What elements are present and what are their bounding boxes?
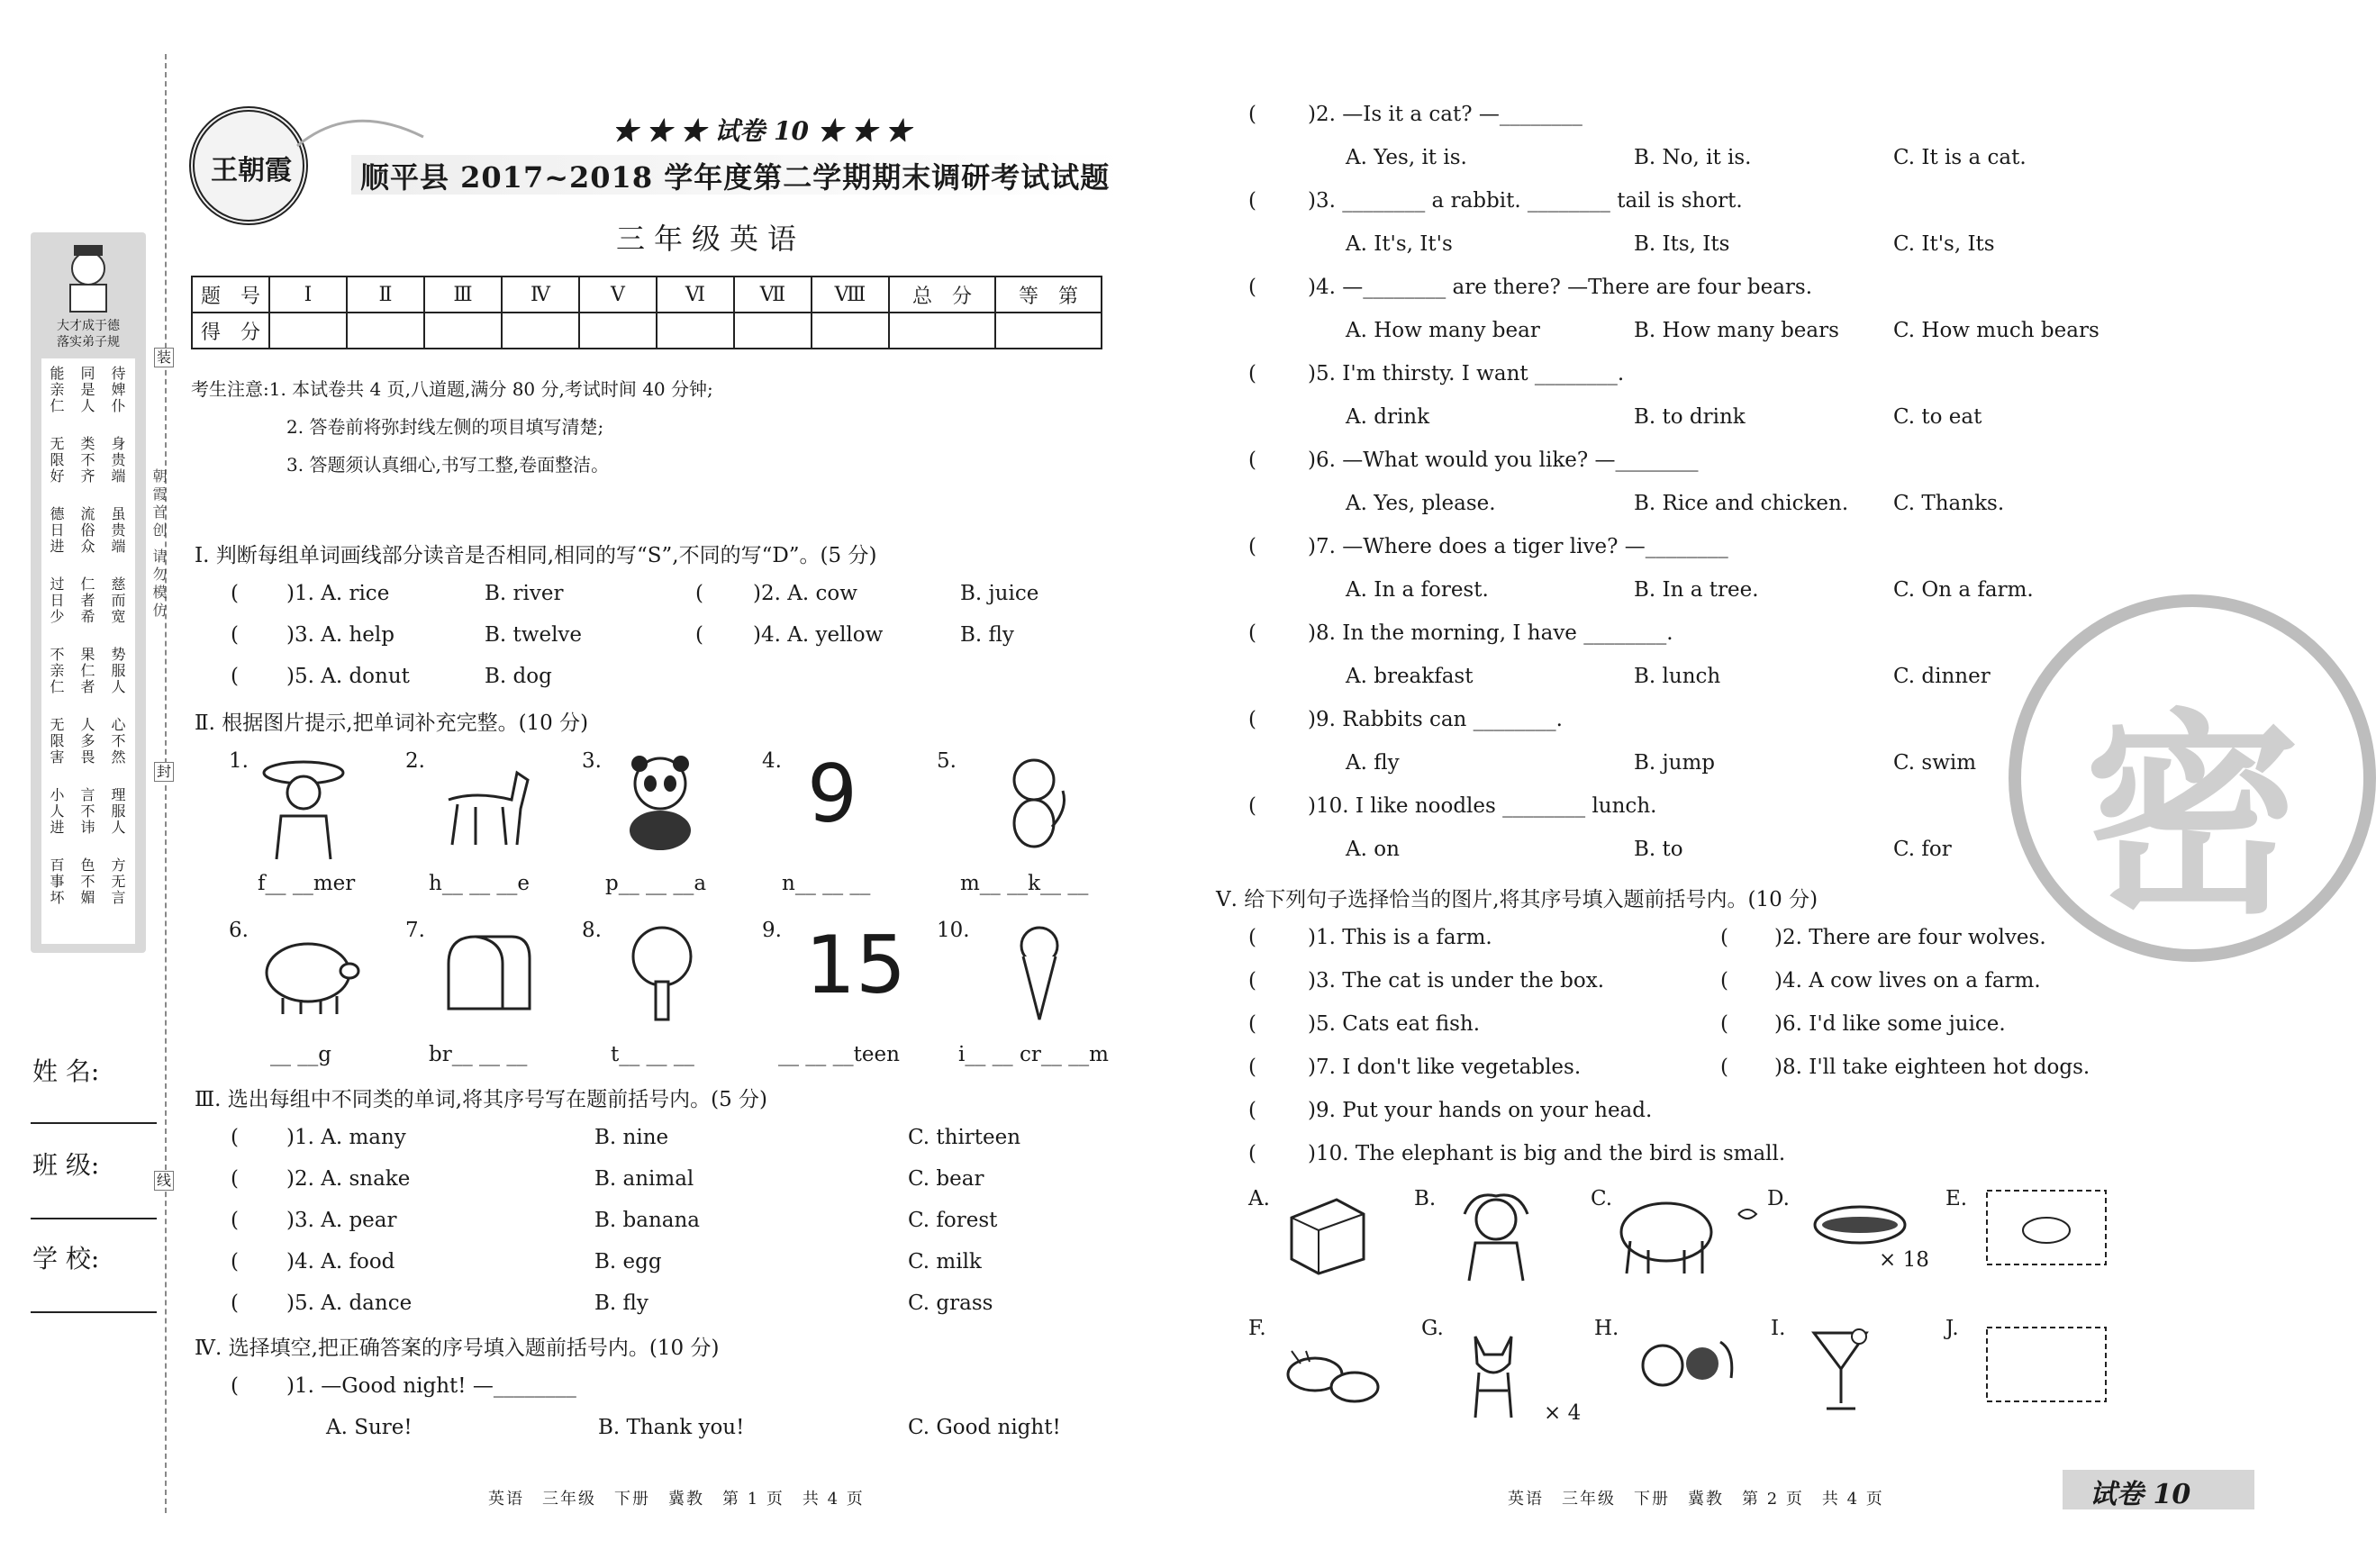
s2-num-9: 9. (762, 919, 782, 942)
school-label: 学 校: (32, 1244, 100, 1273)
s4-option: A. fly (1346, 751, 1400, 775)
s2-blank-3[interactable]: p__ __ __a (605, 872, 707, 895)
side-verse-text: 方无言 (109, 857, 126, 906)
s2-num-4: 4. (762, 749, 782, 773)
s4-question-4: )4. —________ are there? —There are four bears. (1308, 276, 1813, 299)
hot-dog-count: × 18 (1879, 1248, 1929, 1272)
answer-paren[interactable]: ( (231, 1292, 239, 1315)
answer-paren[interactable]: ( (231, 1209, 239, 1232)
s3-option-c: C. milk (908, 1250, 982, 1273)
picture-letter-g: G. (1421, 1317, 1444, 1340)
score-cell: Ⅶ (734, 276, 812, 313)
note-3: 3. 答题须认真细心,书写工整,卷面整洁。 (286, 454, 610, 476)
number-fifteen-picture: 15 (805, 919, 906, 1011)
side-verse-text: 仁者希 (78, 576, 95, 625)
s4-question-3: )3. ________ a rabbit. ________ tail is short. (1308, 189, 1743, 213)
s3-item-4: )4. A. food (286, 1250, 395, 1273)
s4-option: B. Rice and chicken. (1634, 492, 1849, 515)
s4-question-8: )8. In the morning, I have ________. (1308, 621, 1673, 645)
answer-paren[interactable]: ( (231, 665, 239, 688)
side-verse-text: 过日少 (48, 576, 65, 625)
picture-letter-d: D. (1767, 1187, 1790, 1210)
side-motto-panel (31, 232, 146, 953)
cat-under-box-icon (1283, 1191, 1373, 1277)
answer-paren[interactable]: ( (1248, 1056, 1256, 1079)
score-table (191, 276, 1102, 349)
score-input[interactable] (657, 313, 734, 349)
s5-sentence: )7. I don't like vegetables. (1308, 1056, 1582, 1079)
answer-paren[interactable]: ( (695, 623, 703, 647)
bread-icon (440, 928, 539, 1018)
s3-item-3: )3. A. pear (286, 1209, 397, 1232)
s4-option: A. drink (1346, 405, 1430, 429)
s4-option: C. for (1893, 838, 1952, 861)
side-verse-text: 不亲仁 (48, 647, 65, 695)
answer-paren[interactable]: ( (1720, 969, 1728, 992)
s4-option: C. How much bears (1893, 319, 2099, 342)
s2-blank-4[interactable]: n__ __ __ (782, 872, 871, 895)
side-verse-text: 同是人 (78, 366, 95, 414)
score-input[interactable] (812, 313, 889, 349)
answer-paren[interactable]: ( (1248, 926, 1256, 949)
score-input[interactable] (734, 313, 812, 349)
score-table-score-row (192, 313, 1102, 349)
s3-option-b: B. animal (594, 1167, 694, 1191)
s4-question-2: )2. —Is it a cat? —________ (1308, 103, 1582, 126)
answer-paren[interactable]: ( (1248, 535, 1256, 558)
s5-sentence: )10. The elephant is big and the bird is small. (1308, 1142, 1786, 1165)
hot-dog-icon (1810, 1198, 1909, 1252)
s3-option-c: C. forest (908, 1209, 998, 1232)
s4-option: B. Its, Its (1634, 232, 1730, 256)
score-cell: Ⅲ (424, 276, 502, 313)
binding-dashed-line (165, 54, 167, 1513)
side-verse-text: 言不讳 (78, 787, 95, 836)
s3-option-b: B. fly (594, 1292, 648, 1315)
answer-paren[interactable]: ( (695, 582, 703, 605)
side-verse-text: 无限好 (48, 436, 65, 485)
wolf-icon (1457, 1328, 1529, 1423)
score-input[interactable] (889, 313, 995, 349)
answer-paren[interactable]: ( (231, 1126, 239, 1149)
side-verse-text: 身贵端 (109, 436, 126, 485)
s3-item-1: )1. A. many (286, 1126, 406, 1149)
cats-eating-fish-icon (1279, 1324, 1383, 1414)
s1-item-3: )3. A. help (286, 623, 394, 647)
s5-sentence: )9. Put your hands on your head. (1308, 1099, 1653, 1122)
elephant-and-bird-icon (1612, 1187, 1765, 1277)
s2-blank-2[interactable]: h__ __ __e (429, 872, 531, 895)
monkey-icon (998, 755, 1070, 854)
side-verse-text: 人多畏 (78, 717, 95, 766)
picture-letter-e: E. (1945, 1187, 1968, 1210)
score-cell: Ⅱ (347, 276, 424, 313)
s2-num-2: 2. (405, 749, 425, 773)
answer-paren[interactable]: ( (231, 1250, 239, 1273)
s3-option-b: B. nine (594, 1126, 669, 1149)
subject-title: 三年级英语 (616, 222, 806, 256)
answer-paren[interactable]: ( (231, 582, 239, 605)
s3-option-c: C. thirteen (908, 1126, 1021, 1149)
s4-option: B. No, it is. (1634, 146, 1752, 169)
s2-blank-6[interactable]: __ __g (270, 1043, 332, 1066)
pig-icon (256, 928, 364, 1018)
ice-cream-icon (1012, 924, 1066, 1023)
section-2-title: Ⅱ. 根据图片提示,把单词补充完整。(10 分) (195, 711, 589, 735)
picture-letter-a: A. (1248, 1187, 1270, 1210)
s4-question-10: )10. I like noodles ________ lunch. (1308, 794, 1657, 818)
score-cell: Ⅷ (812, 276, 889, 313)
side-verse-text: 百事坏 (48, 857, 65, 906)
s3-option-b: B. egg (594, 1250, 662, 1273)
score-input[interactable] (579, 313, 657, 349)
farm-scene-icon (1983, 1187, 2109, 1268)
exam-title: 顺平县 2017~2018 学年度第二学期期末调研考试试题 (360, 160, 1111, 195)
s1-item-4-b: B. fly (960, 623, 1014, 647)
s4-option: B. to (1634, 838, 1683, 861)
scholar-figure-icon (61, 238, 115, 315)
s4-question-5: )5. I'm thirsty. I want ________. (1308, 362, 1625, 385)
s2-num-7: 7. (405, 919, 425, 942)
side-verse-text: 果仁者 (78, 647, 95, 695)
s4-option: C. to eat (1893, 405, 1982, 429)
s5-sentence: )6. I'd like some juice. (1774, 1012, 2006, 1036)
side-verse-text: 色不媚 (78, 857, 95, 906)
s4-option: B. In a tree. (1634, 578, 1759, 602)
answer-paren[interactable]: ( (1248, 103, 1256, 126)
side-verse-column (77, 366, 95, 928)
answer-paren[interactable]: ( (1248, 1142, 1256, 1165)
name-label: 姓 名: (32, 1056, 100, 1086)
answer-paren[interactable]: ( (1248, 276, 1256, 299)
picture-letter-b: B. (1414, 1187, 1437, 1210)
side-verse-text: 能亲仁 (48, 366, 65, 414)
s2-blank-10[interactable]: i__ __ cr__ __m (958, 1043, 1109, 1066)
seal-char-3: 线 (154, 1171, 174, 1191)
s5-sentence: )5. Cats eat fish. (1308, 1012, 1481, 1036)
brand-logo-text: 王朝霞 (211, 155, 292, 186)
empty-frame-icon (1983, 1324, 2109, 1405)
s2-blank-1[interactable]: f__ __mer (258, 872, 356, 895)
side-verse-column (108, 366, 126, 928)
s2-blank-5[interactable]: m__ __k__ __ (960, 872, 1089, 895)
score-cell: Ⅴ (579, 276, 657, 313)
score-input[interactable] (995, 313, 1102, 349)
s4-question-1: )1. —Good night! —________ (286, 1374, 576, 1398)
score-cell: Ⅵ (657, 276, 734, 313)
s4-option: C. On a farm. (1893, 578, 2034, 602)
side-verse-text: 德日进 (48, 506, 65, 555)
s2-blank-8[interactable]: t__ __ __ (611, 1043, 694, 1066)
picture-letter-f: F. (1248, 1317, 1266, 1340)
s5-sentence: )3. The cat is under the box. (1308, 969, 1605, 992)
s5-sentence: )1. This is a farm. (1308, 926, 1492, 949)
score-cell: 题 号 (192, 276, 269, 313)
tree-icon (621, 924, 703, 1023)
answer-paren[interactable]: ( (1720, 1056, 1728, 1079)
class-line[interactable] (31, 1218, 157, 1219)
s2-blank-9[interactable]: __ __ __teen (778, 1043, 900, 1066)
score-cell: Ⅰ (269, 276, 347, 313)
s4-q1-option-b: B. Thank you! (598, 1416, 745, 1439)
s5-sentence: )2. There are four wolves. (1774, 926, 2046, 949)
side-verse-text: 理服人 (109, 787, 126, 836)
s4-option: C. Thanks. (1893, 492, 2005, 515)
answer-paren[interactable]: ( (1248, 362, 1256, 385)
side-verse-text: 小人进 (48, 787, 65, 836)
s2-num-8: 8. (582, 919, 602, 942)
seal-char-1: 装 (154, 348, 174, 367)
s4-option: A. breakfast (1346, 665, 1474, 688)
score-input[interactable] (269, 313, 347, 349)
s3-option-c: C. grass (908, 1292, 993, 1315)
answer-paren[interactable]: ( (231, 623, 239, 647)
side-verse-column (47, 366, 65, 928)
side-verse-text: 待婢仆 (109, 366, 126, 414)
score-cell: Ⅳ (502, 276, 579, 313)
score-cell: 总 分 (889, 276, 995, 313)
score-cell: 等 第 (995, 276, 1102, 313)
s5-sentence: )8. I'll take eighteen hot dogs. (1774, 1056, 2090, 1079)
score-input[interactable] (502, 313, 579, 349)
school-line[interactable] (31, 1311, 157, 1313)
answer-paren[interactable]: ( (1248, 708, 1256, 731)
s2-num-5: 5. (937, 749, 957, 773)
s4-option: A. on (1346, 838, 1400, 861)
answer-paren[interactable]: ( (1248, 449, 1256, 472)
answer-paren[interactable]: ( (1248, 1012, 1256, 1036)
s5-sentence: )4. A cow lives on a farm. (1774, 969, 2041, 992)
s4-option: A. How many bear (1346, 319, 1540, 342)
side-motto: 大才成于德 落实弟子规 (57, 319, 120, 349)
side-verse-text: 流俗众 (78, 506, 95, 555)
s4-option: B. How many bears (1634, 319, 1839, 342)
picture-letter-h: H. (1594, 1317, 1619, 1340)
s4-question-7: )7. —Where does a tiger live? —________ (1308, 535, 1728, 558)
score-input[interactable] (347, 313, 424, 349)
number-nine-picture: 9 (807, 748, 857, 840)
s1-item-5: )5. A. donut (286, 665, 410, 688)
s4-question-9: )9. Rabbits can ________. (1308, 708, 1563, 731)
horse-icon (431, 755, 539, 854)
s4-option: A. In a forest. (1346, 578, 1489, 602)
s1-item-2: )2. A. cow (753, 582, 857, 605)
picture-letter-j: J. (1945, 1317, 1959, 1340)
paper-tag-text: 试卷 10 (2090, 1479, 2191, 1510)
s2-num-3: 3. (582, 749, 602, 773)
seal-char-2: 封 (154, 762, 174, 782)
s3-option-c: C. bear (908, 1167, 984, 1191)
hands-on-head-icon (1446, 1187, 1546, 1282)
s1-item-4: )4. A. yellow (753, 623, 884, 647)
section-1-title: Ⅰ. 判断每组单词画线部分读音是否相同,相同的写“S”,不同的写“D”。(5 分) (195, 544, 877, 567)
s3-item-2: )2. A. snake (286, 1167, 411, 1191)
s4-option: B. jump (1634, 751, 1716, 775)
vertical-note: 朝霞首创 请勿模仿 (150, 468, 168, 621)
note-2: 2. 答卷前将弥封线左侧的项目填写清楚; (286, 416, 604, 438)
s4-option: C. swim (1893, 751, 1977, 775)
answer-paren[interactable]: ( (1248, 621, 1256, 645)
answer-paren[interactable]: ( (1248, 189, 1256, 213)
panda-icon (620, 753, 701, 852)
picture-letter-c: C. (1591, 1187, 1613, 1210)
section-5-title: Ⅴ. 给下列句子选择恰当的图片,将其序号填入题前括号内。(10 分) (1216, 888, 1818, 911)
answer-paren[interactable]: ( (1248, 969, 1256, 992)
s1-item-3-b: B. twelve (485, 623, 583, 647)
s4-option: C. dinner (1893, 665, 1991, 688)
paper-label: ★ ★ ★ 试卷 10 ★ ★ ★ (612, 116, 911, 146)
side-verse-text: 慈而宽 (109, 576, 126, 625)
s1-item-2-b: B. juice (960, 582, 1039, 605)
s1-item-1-b: B. river (485, 582, 564, 605)
s4-option: C. It is a cat. (1893, 146, 2027, 169)
score-input[interactable] (424, 313, 502, 349)
s4-option: A. Yes, please. (1346, 492, 1496, 515)
wolf-count: × 4 (1544, 1401, 1582, 1425)
s4-question-6: )6. —What would you like? —________ (1308, 449, 1699, 472)
answer-paren[interactable]: ( (231, 1167, 239, 1191)
side-verse-text: 无限害 (48, 717, 65, 766)
side-verse-text: 虽贵端 (109, 506, 126, 555)
answer-paren[interactable]: ( (1720, 926, 1728, 949)
s1-item-5-b: B. dog (485, 665, 552, 688)
s4-option: B. to drink (1634, 405, 1746, 429)
s2-num-10: 10. (937, 919, 970, 942)
answer-paren[interactable]: ( (1248, 794, 1256, 818)
side-verse-text: 势服人 (109, 647, 126, 695)
footer-left: 英语 三年级 下册 冀教 第 1 页 共 4 页 (488, 1490, 865, 1509)
paper-tag (2063, 1470, 2254, 1509)
watermark-glyph: 密 (2084, 689, 2301, 943)
name-line[interactable] (31, 1122, 157, 1124)
s2-num-1: 1. (229, 749, 249, 773)
s3-option-b: B. banana (594, 1209, 701, 1232)
section-3-title: Ⅲ. 选出每组中不同类的单词,将其序号写在题前括号内。(5 分) (195, 1088, 768, 1111)
class-label: 班 级: (32, 1150, 100, 1180)
s4-option: A. It's, It's (1346, 232, 1453, 256)
picture-letter-i: I. (1771, 1317, 1786, 1340)
answer-paren[interactable]: ( (1720, 1012, 1728, 1036)
s4-option: B. lunch (1634, 665, 1721, 688)
ribbon-decoration-icon (297, 101, 432, 155)
s4-q1-option-c: C. Good night! (908, 1416, 1061, 1439)
confidential-watermark (2009, 594, 2376, 962)
juice-glass-icon (1809, 1324, 1872, 1414)
vegetables-icon (1627, 1324, 1749, 1396)
s1-item-1: )1. A. rice (286, 582, 390, 605)
side-verse-text: 心不然 (109, 717, 126, 766)
farmer-icon (254, 753, 353, 861)
answer-paren[interactable]: ( (1248, 1099, 1256, 1122)
side-verse-text: 类不齐 (78, 436, 95, 485)
s2-blank-7[interactable]: br__ __ __ (429, 1043, 528, 1066)
s4-option: C. It's, Its (1893, 232, 1995, 256)
section-4-title: Ⅳ. 选择填空,把正确答案的序号填入题前括号内。(10 分) (195, 1337, 720, 1360)
s4-q1-option-a: A. Sure! (326, 1416, 413, 1439)
footer-right: 英语 三年级 下册 冀教 第 2 页 共 4 页 (1508, 1490, 1884, 1509)
note-1: 考生注意:1. 本试卷共 4 页,八道题,满分 80 分,考试时间 40 分钟; (191, 378, 713, 400)
answer-paren[interactable]: ( (231, 1374, 239, 1398)
s3-item-5: )5. A. dance (286, 1292, 413, 1315)
s4-option: A. Yes, it is. (1346, 146, 1467, 169)
s2-num-6: 6. (229, 919, 249, 942)
score-cell: 得 分 (192, 313, 269, 349)
side-verse-columns (41, 358, 135, 944)
brand-logo (189, 106, 308, 225)
score-table-header-row (192, 276, 1102, 313)
